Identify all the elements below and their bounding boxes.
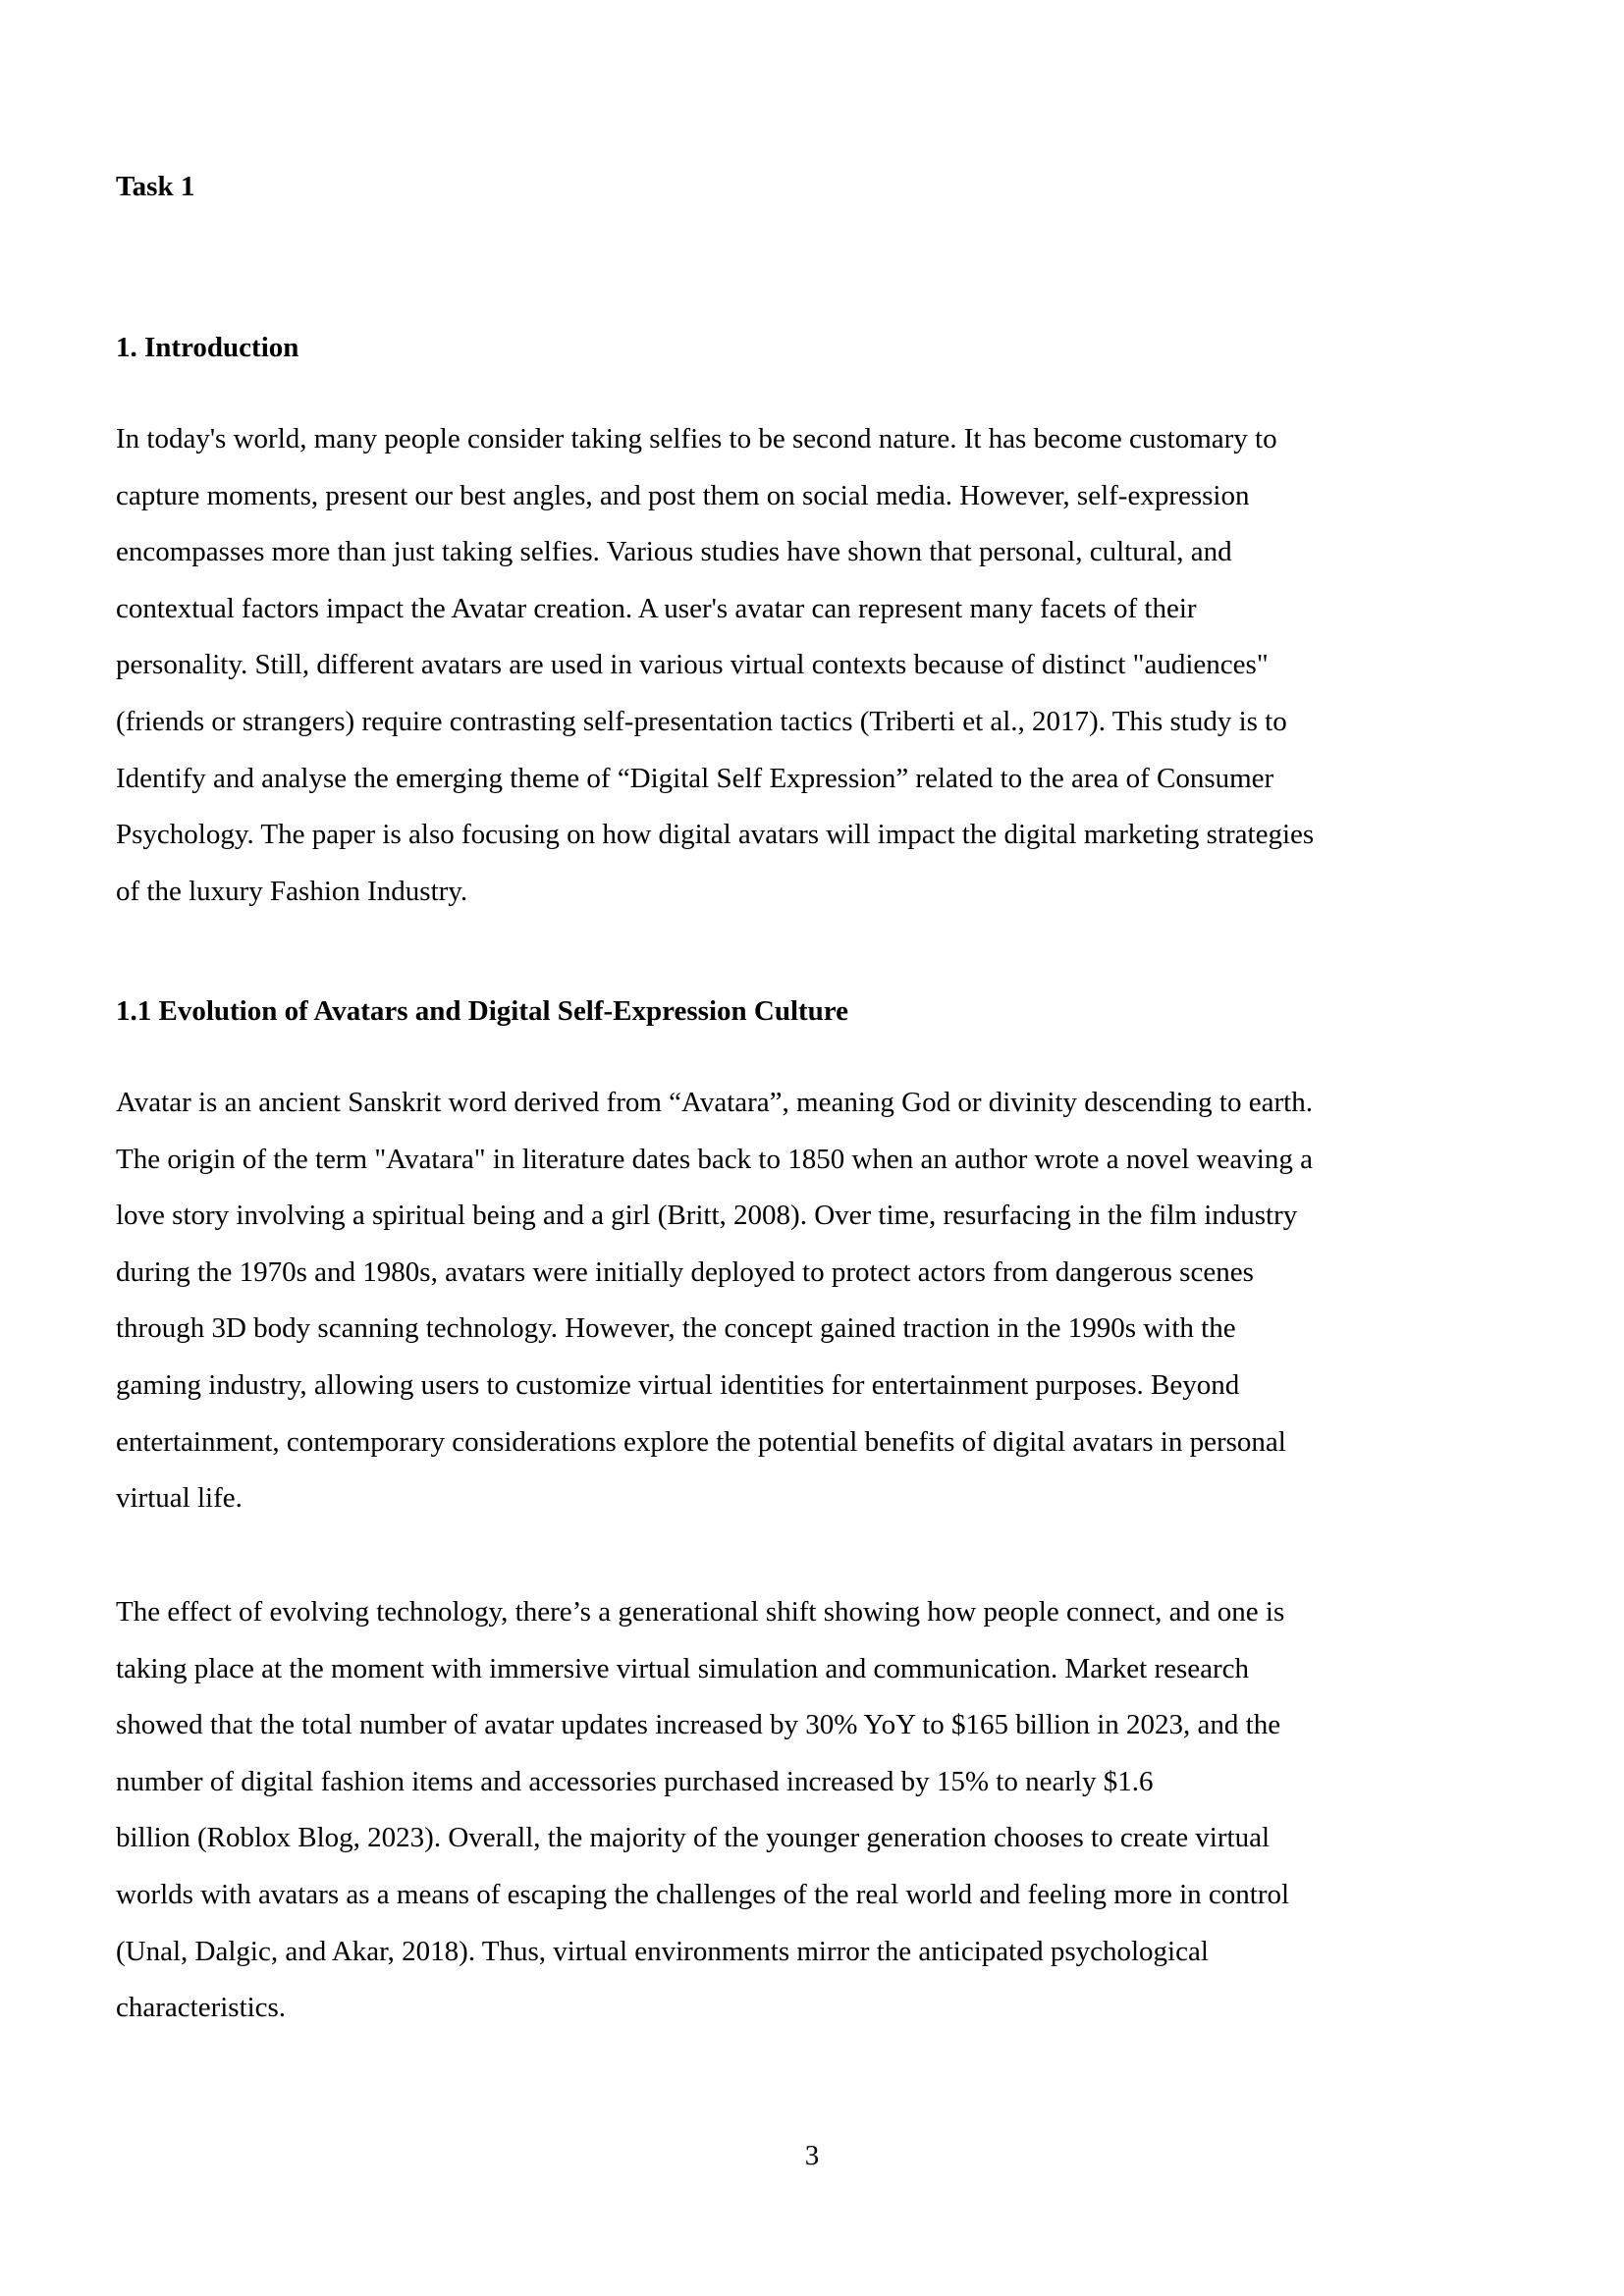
paragraph-line: of the luxury Fashion Industry. xyxy=(116,875,468,907)
introduction-heading: 1. Introduction xyxy=(116,332,299,363)
paragraph-line: Avatar is an ancient Sanskrit word derived from “Avatara”, meaning God or divinity descending to earth. xyxy=(116,1087,1313,1118)
paragraph-line: personality. Still, different avatars are used in various virtual contexts because of distinct "audiences" xyxy=(116,649,1269,681)
paragraph-line: Identify and analyse the emerging theme of “Digital Self Expression” related to the area of Consumer xyxy=(116,762,1274,794)
task-heading: Task 1 xyxy=(116,171,195,202)
paragraph-line: characteristics. xyxy=(116,1992,287,2024)
paragraph-line: The origin of the term "Avatara" in literature dates back to 1850 when an author wrote a novel weaving a xyxy=(116,1143,1313,1175)
paragraph-line: encompasses more than just taking selfies. Various studies have shown that personal, cultural, and xyxy=(116,536,1232,568)
paragraph-line: The effect of evolving technology, there’s a generational shift showing how people connect, and one is xyxy=(116,1596,1285,1628)
evolution-section-heading: 1.1 Evolution of Avatars and Digital Self-Expression Culture xyxy=(116,995,849,1027)
page-number: 3 xyxy=(804,2140,820,2171)
technology-effect-paragraph xyxy=(116,1584,1510,2037)
paragraph-line: worlds with avatars as a means of escaping the challenges of the real world and feeling more in control xyxy=(116,1878,1290,1910)
paragraph-line: love story involving a spiritual being and a girl (Britt, 2008). Over time, resurfacing in the film industry xyxy=(116,1200,1298,1232)
paragraph-line: entertainment, contemporary considerations explore the potential benefits of digital avatars in personal xyxy=(116,1425,1286,1458)
paragraph-line: Psychology. The paper is also focusing on how digital avatars will impact the digital marketing strategies xyxy=(116,819,1315,851)
paragraph-line: (Unal, Dalgic, and Akar, 2018). Thus, virtual environments mirror the anticipated psychological xyxy=(116,1935,1209,1967)
evolution-paragraph xyxy=(116,1075,1510,1527)
paragraph-line: number of digital fashion items and accessories purchased increased by 15% to nearly $1.6 xyxy=(116,1765,1154,1797)
paragraph-line: (friends or strangers) require contrasting self-presentation tactics (Triberti et al., 2017). This study is to xyxy=(116,705,1287,737)
paragraph-line: virtual life. xyxy=(116,1482,243,1515)
paragraph-line: through 3D body scanning technology. However, the concept gained traction in the 1990s with the xyxy=(116,1312,1236,1345)
paragraph-line: In today's world, many people consider taking selfies to be second nature. It has become customary to xyxy=(116,423,1277,454)
introduction-paragraph xyxy=(116,411,1510,920)
paragraph-line: billion (Roblox Blog, 2023). Overall, the majority of the younger generation chooses to create virtual xyxy=(116,1822,1271,1854)
paragraph-line: taking place at the moment with immersive virtual simulation and communication. Market research xyxy=(116,1652,1250,1684)
paragraph-line: during the 1970s and 1980s, avatars were initially deployed to protect actors from dangerous scenes xyxy=(116,1255,1254,1288)
paragraph-line: contextual factors impact the Avatar creation. A user's avatar can represent many facets of their xyxy=(116,592,1197,624)
paragraph-line: gaming industry, allowing users to customize virtual identities for entertainment purposes. Beyond xyxy=(116,1368,1240,1401)
paragraph-line: showed that the total number of avatar updates increased by 30% YoY to $165 billion in 2023, and the xyxy=(116,1709,1281,1741)
paragraph-line: capture moments, present our best angles, and post them on social media. However, self-expression xyxy=(116,479,1250,511)
